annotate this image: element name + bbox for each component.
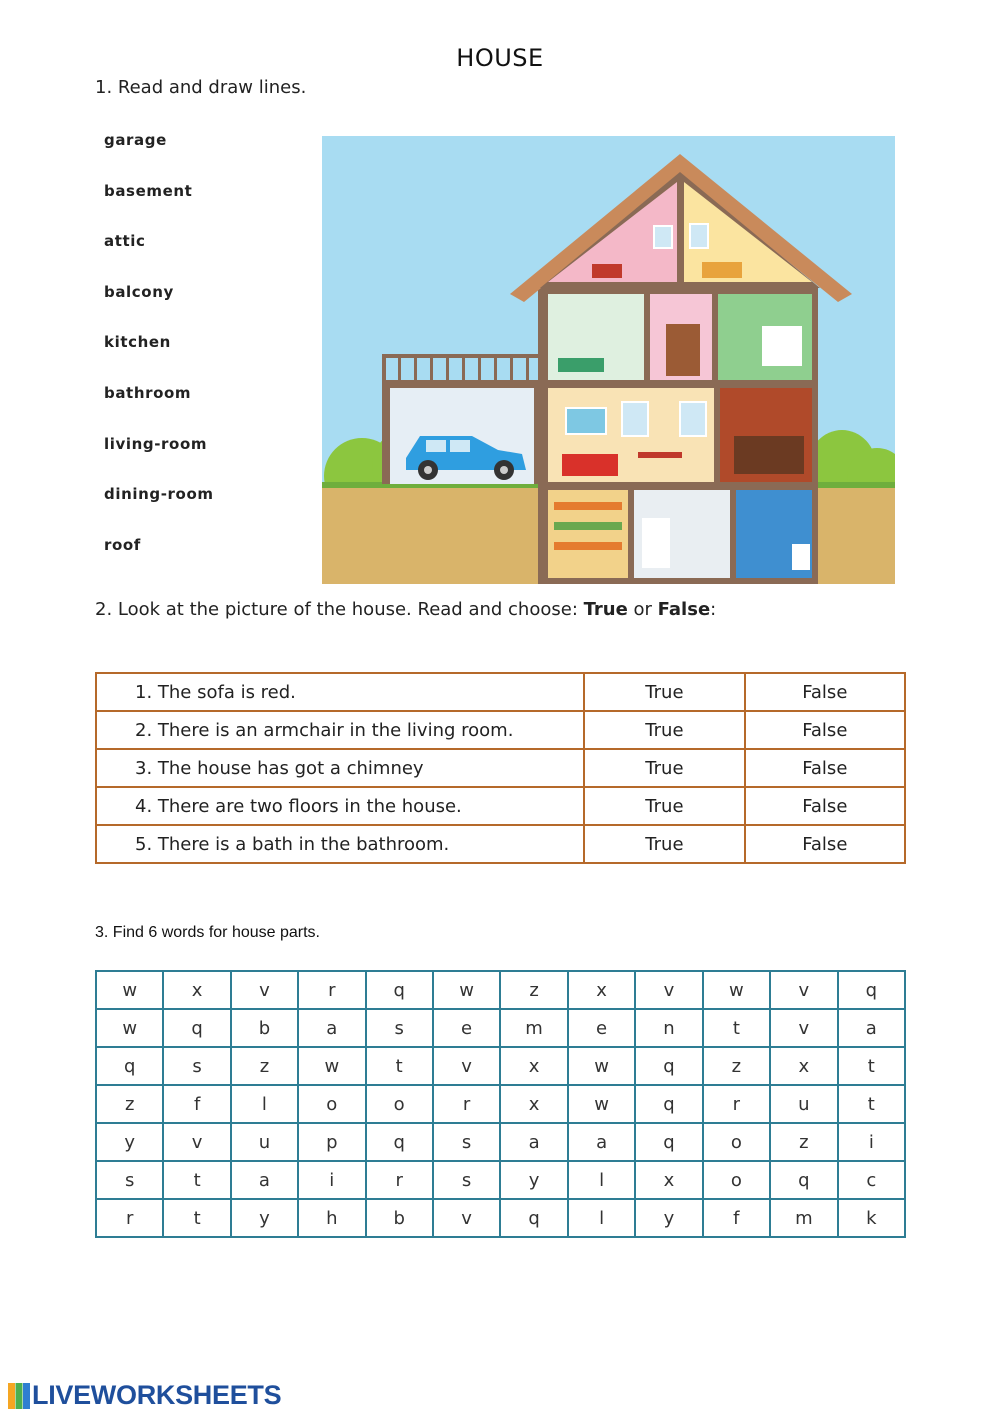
liveworksheets-brand [8, 1380, 281, 1411]
statement-cell: 2. There is an armchair in the living room. [96, 711, 584, 749]
grid-letter-cell[interactable]: v [433, 1047, 500, 1085]
grid-letter-cell[interactable]: q [366, 971, 433, 1009]
grid-letter-cell[interactable]: v [770, 1009, 838, 1047]
true-option[interactable]: True [584, 673, 744, 711]
grid-letter-cell[interactable]: t [838, 1085, 905, 1123]
grid-letter-cell[interactable]: i [838, 1123, 905, 1161]
grid-letter-cell[interactable]: w [298, 1047, 365, 1085]
grid-row [96, 1085, 905, 1123]
grid-letter-cell[interactable]: t [366, 1047, 433, 1085]
grid-letter-cell[interactable]: r [96, 1199, 163, 1237]
grid-letter-cell[interactable]: x [163, 971, 230, 1009]
vocabulary-list [104, 131, 214, 586]
grid-letter-cell[interactable]: a [838, 1009, 905, 1047]
grid-letter-cell[interactable]: w [568, 1085, 635, 1123]
grid-letter-cell[interactable]: a [500, 1123, 568, 1161]
grid-letter-cell[interactable]: a [231, 1161, 298, 1199]
grid-letter-cell[interactable]: a [298, 1009, 365, 1047]
table-row [96, 749, 905, 787]
grid-letter-cell[interactable]: q [635, 1085, 702, 1123]
grid-letter-cell[interactable]: b [231, 1009, 298, 1047]
statement-cell: 5. There is a bath in the bathroom. [96, 825, 584, 863]
grid-letter-cell[interactable]: r [366, 1161, 433, 1199]
statement-cell: 1. The sofa is red. [96, 673, 584, 711]
grid-letter-cell[interactable]: w [96, 971, 163, 1009]
true-keyword: True [583, 599, 628, 620]
false-option[interactable]: False [745, 711, 905, 749]
grid-letter-cell[interactable]: q [770, 1161, 838, 1199]
statement-cell: 4. There are two floors in the house. [96, 787, 584, 825]
grid-letter-cell[interactable]: v [635, 971, 702, 1009]
grid-letter-cell[interactable]: y [231, 1199, 298, 1237]
grid-letter-cell[interactable]: n [635, 1009, 702, 1047]
or-word: or [627, 599, 658, 620]
statement-cell: 3. The house has got a chimney [96, 749, 584, 787]
grid-letter-cell[interactable]: y [635, 1199, 702, 1237]
false-option[interactable]: False [745, 673, 905, 711]
grid-letter-cell[interactable]: l [568, 1199, 635, 1237]
vocabulary-word[interactable]: balcony [104, 282, 174, 301]
instruction-2-text: 2. Look at the picture of the house. Read and choose: [95, 599, 584, 620]
grid-letter-cell[interactable]: x [500, 1047, 568, 1085]
grid-letter-cell[interactable]: e [433, 1009, 500, 1047]
grid-letter-cell[interactable]: o [703, 1123, 770, 1161]
grid-letter-cell[interactable]: h [298, 1199, 365, 1237]
grid-row [96, 1009, 905, 1047]
grid-letter-cell[interactable]: z [96, 1085, 163, 1123]
grid-letter-cell[interactable]: x [568, 971, 635, 1009]
grid-letter-cell[interactable]: r [298, 971, 365, 1009]
vocabulary-word[interactable]: basement [104, 181, 193, 200]
vocabulary-word[interactable]: living-room [104, 434, 208, 453]
grid-letter-cell[interactable]: s [96, 1161, 163, 1199]
grid-letter-cell[interactable]: t [163, 1199, 230, 1237]
instruction-3: 3. Find 6 words for house parts. [95, 924, 320, 941]
grid-letter-cell[interactable]: v [231, 971, 298, 1009]
grid-letter-cell[interactable]: i [298, 1161, 365, 1199]
grid-letter-cell[interactable]: w [568, 1047, 635, 1085]
grid-letter-cell[interactable]: t [838, 1047, 905, 1085]
grid-letter-cell[interactable]: w [703, 971, 770, 1009]
grid-letter-cell[interactable]: t [703, 1009, 770, 1047]
grid-letter-cell[interactable]: l [568, 1161, 635, 1199]
instruction-2 [95, 599, 716, 620]
grid-letter-cell[interactable]: o [298, 1085, 365, 1123]
grid-letter-cell[interactable]: o [703, 1161, 770, 1199]
false-option[interactable]: False [745, 749, 905, 787]
grid-letter-cell[interactable]: k [838, 1199, 905, 1237]
grid-letter-cell[interactable]: z [231, 1047, 298, 1085]
grid-row [96, 971, 905, 1009]
grid-row [96, 1047, 905, 1085]
true-option[interactable]: True [584, 787, 744, 825]
worksheet-title: HOUSE [456, 44, 544, 72]
grid-letter-cell[interactable]: s [433, 1161, 500, 1199]
table-row [96, 711, 905, 749]
house-cutaway-illustration [322, 136, 895, 584]
vocabulary-word[interactable]: kitchen [104, 333, 171, 352]
grid-letter-cell[interactable]: f [163, 1085, 230, 1123]
grid-letter-cell[interactable]: r [703, 1085, 770, 1123]
grid-letter-cell[interactable]: e [568, 1009, 635, 1047]
word-search-grid [95, 970, 906, 1238]
true-option[interactable]: True [584, 749, 744, 787]
grid-letter-cell[interactable]: u [231, 1123, 298, 1161]
grid-letter-cell[interactable]: w [433, 971, 500, 1009]
vocabulary-word[interactable]: roof [104, 535, 141, 554]
table-row [96, 825, 905, 863]
grid-letter-cell[interactable]: s [366, 1009, 433, 1047]
grid-letter-cell[interactable]: q [635, 1047, 702, 1085]
grid-row [96, 1199, 905, 1237]
grid-letter-cell[interactable]: q [838, 971, 905, 1009]
grid-letter-cell[interactable]: m [770, 1199, 838, 1237]
false-option[interactable]: False [745, 825, 905, 863]
grid-letter-cell[interactable]: v [433, 1199, 500, 1237]
grid-letter-cell[interactable]: m [500, 1009, 568, 1047]
grid-letter-cell[interactable]: q [366, 1123, 433, 1161]
instruction-1: 1. Read and draw lines. [95, 77, 307, 98]
grid-letter-cell[interactable]: x [770, 1047, 838, 1085]
grid-row [96, 1161, 905, 1199]
false-option[interactable]: False [745, 787, 905, 825]
grid-row [96, 1123, 905, 1161]
grid-letter-cell[interactable]: s [433, 1123, 500, 1161]
grid-letter-cell[interactable]: c [838, 1161, 905, 1199]
grid-letter-cell[interactable]: t [163, 1161, 230, 1199]
vocabulary-word[interactable]: dining-room [104, 485, 214, 504]
vocabulary-word[interactable]: attic [104, 232, 146, 251]
grid-letter-cell[interactable]: q [500, 1199, 568, 1237]
grid-letter-cell[interactable]: o [366, 1085, 433, 1123]
grid-letter-cell[interactable]: x [500, 1085, 568, 1123]
grid-letter-cell[interactable]: z [770, 1123, 838, 1161]
grid-letter-cell[interactable]: q [163, 1009, 230, 1047]
grid-letter-cell[interactable]: q [96, 1047, 163, 1085]
vocabulary-word[interactable]: garage [104, 131, 167, 149]
grid-letter-cell[interactable]: x [635, 1161, 702, 1199]
liveworksheets-logo [8, 1383, 30, 1409]
grid-letter-cell[interactable]: l [231, 1085, 298, 1123]
true-false-table [95, 672, 906, 864]
table-row [96, 787, 905, 825]
vocabulary-word[interactable]: bathroom [104, 383, 192, 402]
grid-letter-cell[interactable]: a [568, 1123, 635, 1161]
grid-letter-cell[interactable]: y [96, 1123, 163, 1161]
grid-letter-cell[interactable]: v [163, 1123, 230, 1161]
grid-letter-cell[interactable]: f [703, 1199, 770, 1237]
grid-letter-cell[interactable]: q [635, 1123, 702, 1161]
table-row [96, 673, 905, 711]
true-option[interactable]: True [584, 711, 744, 749]
colon: : [710, 599, 717, 620]
brand-name: LIVEWORKSHEETS [32, 1380, 282, 1410]
grid-letter-cell[interactable]: v [770, 971, 838, 1009]
true-option[interactable]: True [584, 825, 744, 863]
grid-letter-cell[interactable]: s [163, 1047, 230, 1085]
grid-letter-cell[interactable]: z [703, 1047, 770, 1085]
grid-letter-cell[interactable]: p [298, 1123, 365, 1161]
false-keyword: False [657, 599, 711, 620]
grid-letter-cell[interactable]: z [500, 971, 568, 1009]
grid-letter-cell[interactable]: w [96, 1009, 163, 1047]
grid-letter-cell[interactable]: u [770, 1085, 838, 1123]
grid-letter-cell[interactable]: b [366, 1199, 433, 1237]
grid-letter-cell[interactable]: y [500, 1161, 568, 1199]
grid-letter-cell[interactable]: r [433, 1085, 500, 1123]
